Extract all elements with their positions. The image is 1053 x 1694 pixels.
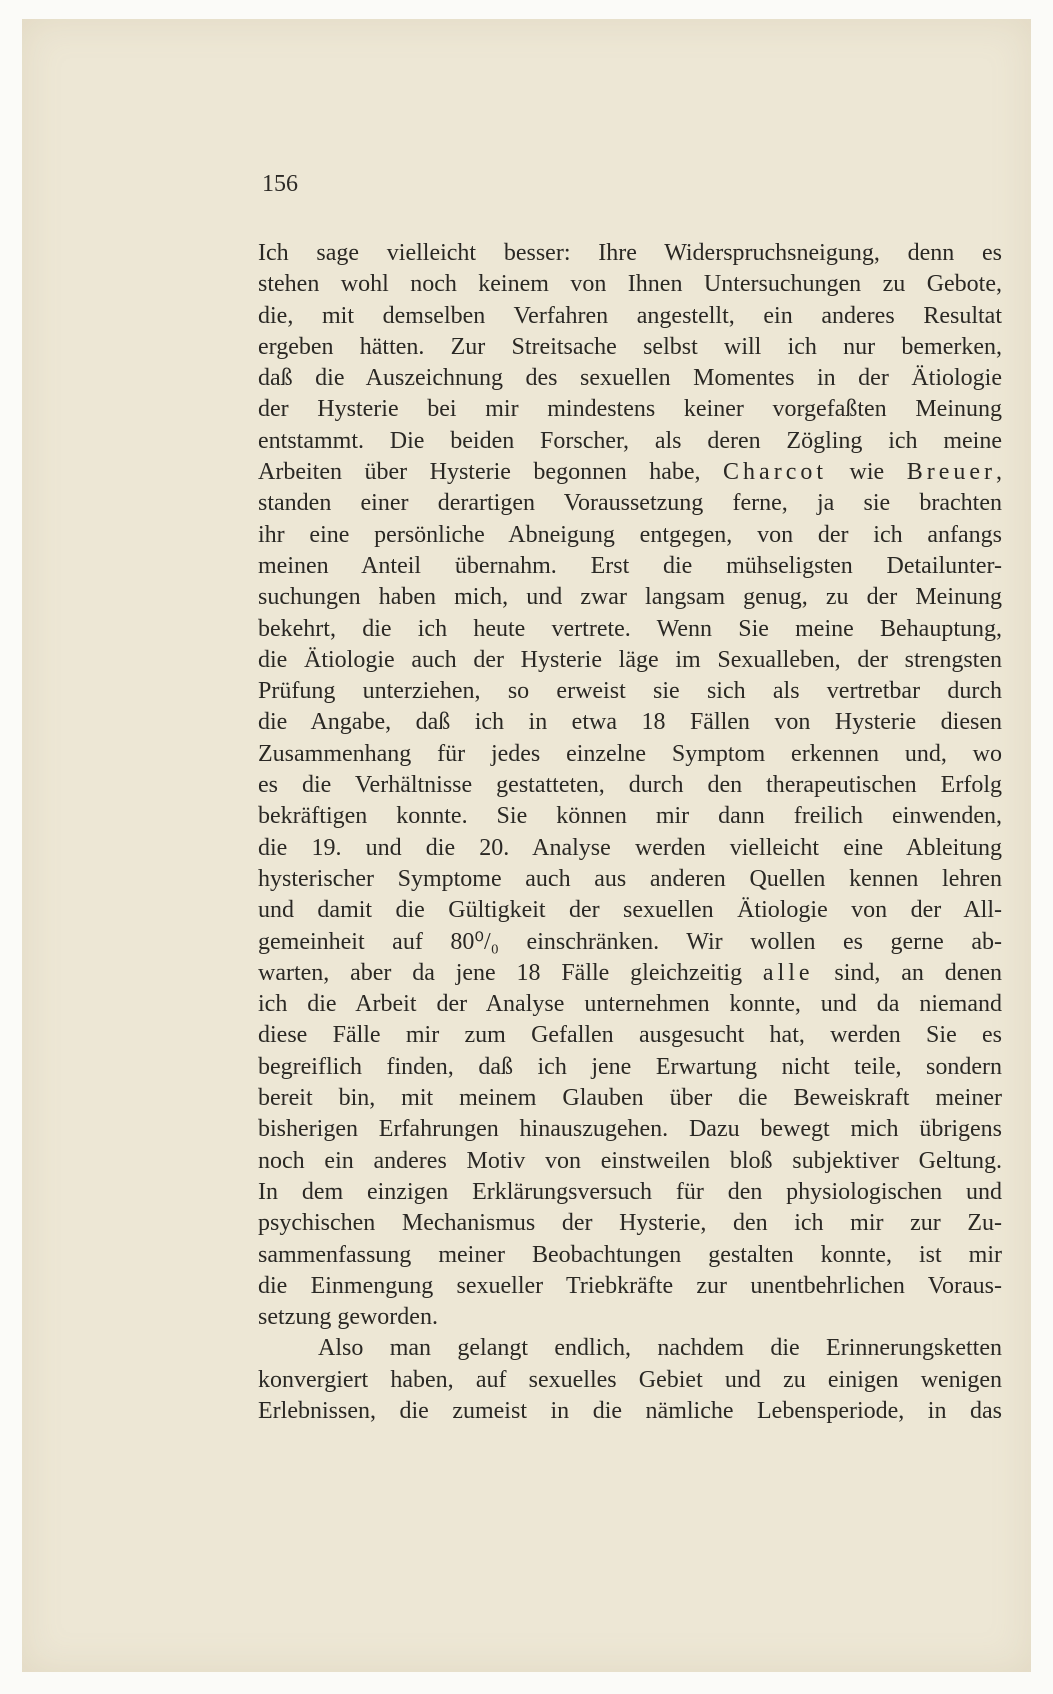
- text-line: noch ein anderes Motiv von einstweilen bloß subjektiver Geltung.: [258, 1147, 1002, 1174]
- text-line: begreiflich finden, daß ich jene Erwartung nicht teile, sondern: [258, 1053, 1002, 1080]
- text-line: ihr eine persönliche Abneigung entgegen, von der ich anfangs: [258, 521, 1002, 548]
- emphasized-name: Breuer: [906, 459, 996, 486]
- text-line: bereit bin, mit meinem Glauben über die Beweiskraft meiner: [258, 1085, 1002, 1112]
- paragraph: [258, 238, 1002, 1333]
- text-line: und damit die Gültigkeit der sexuellen Ätiologie von der All-: [258, 897, 1002, 924]
- text-line: daß die Auszeichnung des sexuellen Momentes in der Ätiologie: [258, 365, 1002, 392]
- text-segment: wie: [827, 459, 907, 486]
- text-line: bekräftigen konnte. Sie können mir dann freilich einwenden,: [258, 803, 1002, 830]
- text-line: die Ätiologie auch der Hysterie läge im Sexualleben, der strengsten: [258, 646, 1002, 673]
- text-line: sammenfassung meiner Beobachtungen gestalten konnte, ist mir: [258, 1241, 1002, 1268]
- text-line: bisherigen Erfahrungen hinauszugehen. Dazu bewegt mich übrigens: [258, 1116, 1002, 1143]
- text-line: gemeinheit auf 80⁰/₀ einschränken. Wir wollen es gerne ab-: [258, 928, 1002, 955]
- text-line: die 19. und die 20. Analyse werden vielleicht eine Ableitung: [258, 834, 1002, 861]
- text-line: Ich sage vielleicht besser: Ihre Widerspruchsneigung, denn es: [258, 240, 1002, 266]
- text-line: meinen Anteil übernahm. Erst die mühseligsten Detailunter-: [258, 552, 1002, 579]
- text-line: setzung geworden.: [258, 1304, 438, 1331]
- text-segment: sind, an denen: [813, 959, 1002, 986]
- page-number: 156: [262, 171, 298, 197]
- text-line: [258, 958, 1002, 989]
- emphasized-name: Charcot: [723, 459, 828, 486]
- text-line: die Angabe, daß ich in etwa 18 Fällen von Hysterie diesen: [258, 709, 1002, 736]
- text-line: ich die Arbeit der Analyse unternehmen konnte, und da niemand: [258, 991, 1002, 1018]
- text-line: die Einmengung sexueller Triebkräfte zur unentbehrlichen Voraus-: [258, 1272, 1002, 1299]
- text-line: die, mit demselben Verfahren angestellt, ein anderes Resultat: [258, 302, 1002, 329]
- text-line: standen einer derartigen Voraussetzung ferne, ja sie brachten: [258, 490, 1002, 517]
- text-line: entstammt. Die beiden Forscher, als deren Zögling ich meine: [258, 427, 1002, 454]
- text-line: [258, 457, 1002, 488]
- book-page: [22, 19, 1031, 1672]
- text-line: Zusammenhang für jedes einzelne Symptom erkennen und, wo: [258, 740, 1002, 767]
- text-line: Also man gelangt endlich, nachdem die Erinnerungsketten: [318, 1335, 1002, 1362]
- text-segment: warten, aber da jene 18 Fälle gleichzeitig: [258, 959, 763, 986]
- paragraph: [258, 1333, 1002, 1427]
- text-line: diese Fälle mir zum Gefallen ausgesucht hat, werden Sie es: [258, 1022, 1002, 1049]
- text-line: es die Verhältnisse gestatteten, durch den therapeutischen Erfolg: [258, 772, 1002, 799]
- emphasized-name: alle: [762, 959, 814, 986]
- text-line: bekehrt, die ich heute vertrete. Wenn Sie meine Behauptung,: [258, 615, 1002, 642]
- text-line: In dem einzigen Erklärungsversuch für den physiologischen und: [258, 1178, 1002, 1205]
- text-line: suchungen haben mich, und zwar langsam genug, zu der Meinung: [258, 584, 1002, 611]
- text-segment: Arbeiten über Hysterie begonnen habe,: [258, 459, 724, 486]
- body-text: [258, 238, 1002, 1427]
- text-line: ergeben hätten. Zur Streitsache selbst will ich nur bemerken,: [258, 333, 1002, 360]
- text-line: Erlebnissen, die zumeist in die nämliche Lebensperiode, in das: [258, 1397, 1002, 1424]
- text-line: konvergiert haben, auf sexuelles Gebiet und zu einigen wenigen: [258, 1366, 1002, 1393]
- text-segment: ,: [996, 459, 1002, 486]
- text-line: psychischen Mechanismus der Hysterie, den ich mir zur Zu-: [258, 1210, 1002, 1237]
- text-line: der Hysterie bei mir mindestens keiner vorgefaßten Meinung: [258, 396, 1002, 423]
- text-line: stehen wohl noch keinem von Ihnen Untersuchungen zu Gebote,: [258, 271, 1002, 298]
- text-line: hysterischer Symptome auch aus anderen Quellen kennen lehren: [258, 865, 1002, 892]
- text-line: Prüfung unterziehen, so erweist sie sich als vertretbar durch: [258, 678, 1002, 705]
